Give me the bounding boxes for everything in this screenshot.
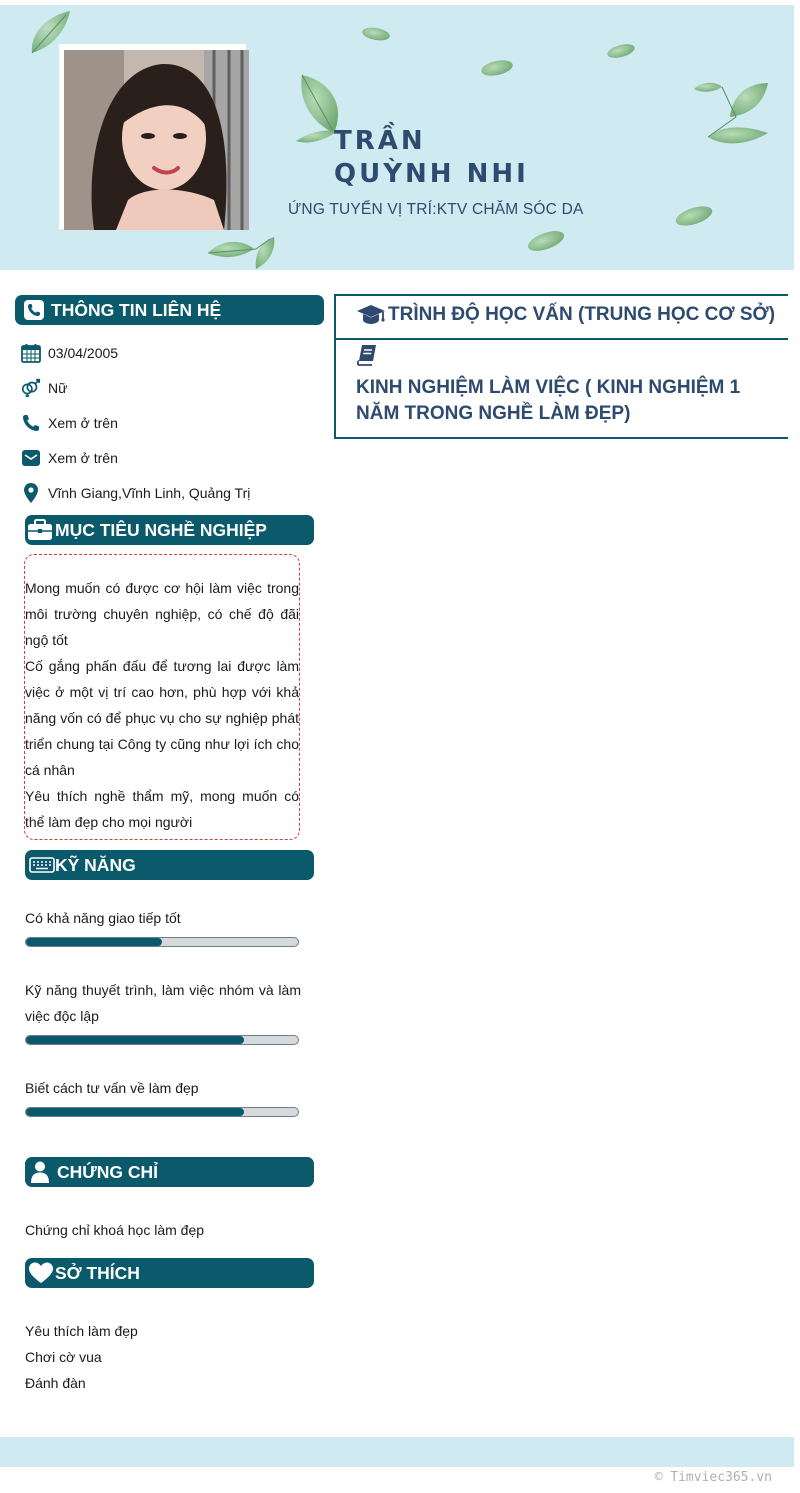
envelope-icon bbox=[20, 447, 42, 469]
copyright-text: © Timviec365.vn bbox=[654, 1470, 772, 1485]
contact-value: Xem ở trên bbox=[48, 415, 118, 431]
contact-email bbox=[20, 446, 118, 470]
skill-level-fill bbox=[26, 1036, 244, 1044]
education-section-header bbox=[356, 304, 775, 326]
graduation-cap-icon bbox=[356, 304, 386, 326]
skill-level-bar bbox=[25, 1035, 299, 1045]
hobby-item: Chơi cờ vua bbox=[25, 1349, 102, 1365]
phone-icon bbox=[20, 412, 42, 434]
keyboard-icon bbox=[29, 854, 55, 876]
skill-level-bar bbox=[25, 937, 299, 947]
hobby-item: Đánh đàn bbox=[25, 1375, 86, 1391]
hobbies-section-title: SỞ THÍCH bbox=[55, 1262, 140, 1283]
phone-icon bbox=[23, 299, 45, 321]
certificates-section-header bbox=[25, 1157, 314, 1187]
candidate-name-line1: TRẦN bbox=[334, 126, 426, 156]
job-position: ỨNG TUYỂN VỊ TRÍ:KTV CHĂM SÓC DA bbox=[288, 201, 584, 218]
goal-text: Mong muốn có được cơ hội làm việc trong môi trường chuyên nghiệp, có chế độ đãi ngộ tốt Cố gắng phấn đấu để tương lai được làm việc ở một vị trí cao hơn, phù hợp với khả năng vốn có để phục vụ cho sự nghiệp phát triển chung tại Công ty cũng như lợi ích cho cá nhân Yêu thích nghề thẩm mỹ, mong muốn có thể làm đẹp cho mọi người bbox=[25, 580, 299, 830]
experience-section-title: KINH NGHIỆM LÀM VIỆC ( KINH NGHIỆM 1 NĂM TRONG NGHỀ LÀM ĐẸP) bbox=[356, 377, 741, 424]
education-section-title: TRÌNH ĐỘ HỌC VẤN (TRUNG HỌC CƠ SỞ) bbox=[388, 304, 776, 325]
contact-address bbox=[20, 481, 250, 505]
education-section bbox=[334, 294, 788, 340]
skills-section-header bbox=[25, 850, 314, 880]
skill-level-bar bbox=[25, 1107, 299, 1117]
profile-photo bbox=[64, 50, 249, 230]
skill-name: Biết cách tư vấn về làm đẹp bbox=[25, 1080, 199, 1096]
skill-level-fill bbox=[26, 1108, 244, 1116]
user-icon bbox=[29, 1161, 51, 1183]
goal-section-title: MỤC TIÊU NGHỀ NGHIỆP bbox=[55, 519, 267, 540]
briefcase-icon bbox=[27, 519, 53, 541]
candidate-name-line2: QUỲNH NHI bbox=[334, 159, 529, 189]
certificate-item: Chứng chỉ khoá học làm đẹp bbox=[25, 1222, 205, 1238]
footer-band bbox=[0, 1437, 794, 1467]
skills-section-title: KỸ NĂNG bbox=[55, 854, 136, 875]
heart-icon bbox=[29, 1262, 53, 1284]
leaf-decoration bbox=[688, 77, 778, 157]
calendar-icon bbox=[20, 342, 42, 364]
skill-name: Kỹ năng thuyết trình, làm việc nhóm và làm việc độc lập bbox=[25, 982, 301, 1024]
goal-section-header bbox=[25, 515, 314, 545]
hobbies-section-header bbox=[25, 1258, 314, 1288]
experience-section bbox=[334, 340, 788, 439]
skill-level-fill bbox=[26, 938, 162, 946]
map-marker-icon bbox=[20, 482, 42, 504]
leaf-decoration bbox=[672, 203, 716, 229]
leaf-decoration bbox=[204, 227, 280, 270]
contact-birthday bbox=[20, 341, 118, 365]
contact-value: 03/04/2005 bbox=[48, 345, 119, 361]
contact-section-header bbox=[15, 295, 324, 325]
contact-gender bbox=[20, 376, 67, 400]
skill-name: Có khả năng giao tiếp tốt bbox=[25, 910, 181, 926]
hobby-item: Yêu thích làm đẹp bbox=[25, 1323, 138, 1339]
leaf-decoration bbox=[524, 227, 568, 255]
contact-value: Vĩnh Giang,Vĩnh Linh, Quảng Trị bbox=[48, 485, 251, 501]
certificates-section-title: CHỨNG CHỈ bbox=[57, 1161, 159, 1182]
leaf-decoration bbox=[478, 57, 516, 79]
contact-value: Nữ bbox=[48, 380, 68, 396]
contact-phone bbox=[20, 411, 118, 435]
contact-section-title: THÔNG TIN LIÊN HỆ bbox=[51, 299, 222, 320]
leaf-decoration bbox=[604, 41, 638, 61]
gender-icon bbox=[20, 377, 42, 399]
leaf-decoration bbox=[360, 25, 392, 43]
contact-value: Xem ở trên bbox=[48, 450, 118, 466]
goal-box bbox=[24, 554, 300, 840]
book-icon bbox=[356, 344, 378, 371]
